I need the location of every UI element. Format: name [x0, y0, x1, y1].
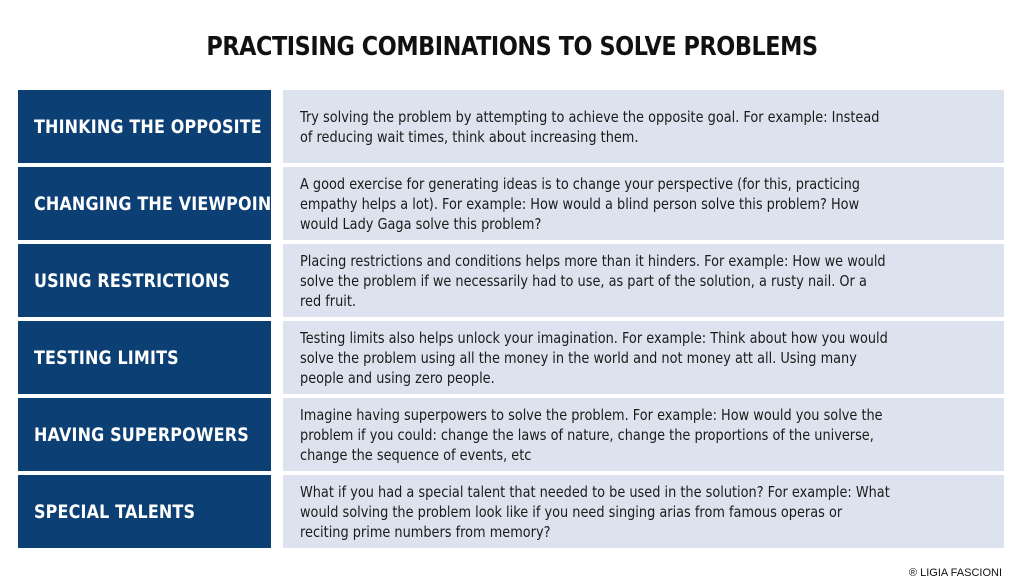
technique-description: Placing restrictions and conditions helps more than it hinders. For example: How we would solve the problem if we necessarily had to use, as part of the solution, a rusty nail. Or a red fruit.	[300, 251, 886, 310]
copyright-credit: ® LIGIA FASCIONI	[908, 567, 1002, 579]
technique-label: THINKING THE OPPOSITE	[34, 115, 262, 138]
technique-list	[18, 90, 1004, 552]
technique-label-box	[18, 167, 283, 240]
technique-row	[18, 167, 1004, 240]
technique-label-box	[18, 90, 271, 163]
technique-description: Try solving the problem by attempting to achieve the opposite goal. For example: Instead of reducing wait times, think about increasing them.	[300, 107, 880, 146]
technique-description-box	[283, 90, 1004, 163]
technique-label-box	[18, 244, 271, 317]
technique-row	[18, 90, 1004, 163]
technique-row	[18, 321, 1004, 394]
technique-label-box	[18, 321, 271, 394]
technique-description: What if you had a special talent that needed to be used in the solution? For example: What would solving the problem look like if you need singing arias from famous operas or reciting prime numbers from memory?	[300, 482, 890, 541]
technique-label: TESTING LIMITS	[34, 346, 179, 369]
technique-label-box	[18, 475, 271, 548]
technique-description-box	[283, 244, 1004, 317]
technique-description-box	[283, 167, 1004, 240]
page-title: PRACTISING COMBINATIONS TO SOLVE PROBLEMS	[206, 32, 818, 62]
technique-label: SPECIAL TALENTS	[34, 500, 196, 523]
technique-description: Testing limits also helps unlock your imagination. For example: Think about how you would solve the problem using all the money in the world and not money att all. Using many people and using zero people.	[300, 328, 888, 387]
technique-description: A good exercise for generating ideas is to change your perspective (for this, practicing empathy helps a lot). For example: How would a blind person solve this problem? How would Lady Gaga solve this problem?	[300, 174, 860, 233]
technique-label: CHANGING THE VIEWPOINT	[34, 192, 283, 215]
technique-description: Imagine having superpowers to solve the problem. For example: How would you solve the problem if you could: change the laws of nature, change the proportions of the universe, change the sequence of events, etc	[300, 405, 883, 464]
technique-row	[18, 244, 1004, 317]
technique-description-box	[283, 475, 1004, 548]
technique-label: HAVING SUPERPOWERS	[34, 423, 249, 446]
technique-label: USING RESTRICTIONS	[34, 269, 231, 292]
technique-description-box	[283, 398, 1004, 471]
technique-row	[18, 398, 1004, 471]
technique-row	[18, 475, 1004, 548]
technique-label-box	[18, 398, 271, 471]
technique-description-box	[283, 321, 1004, 394]
